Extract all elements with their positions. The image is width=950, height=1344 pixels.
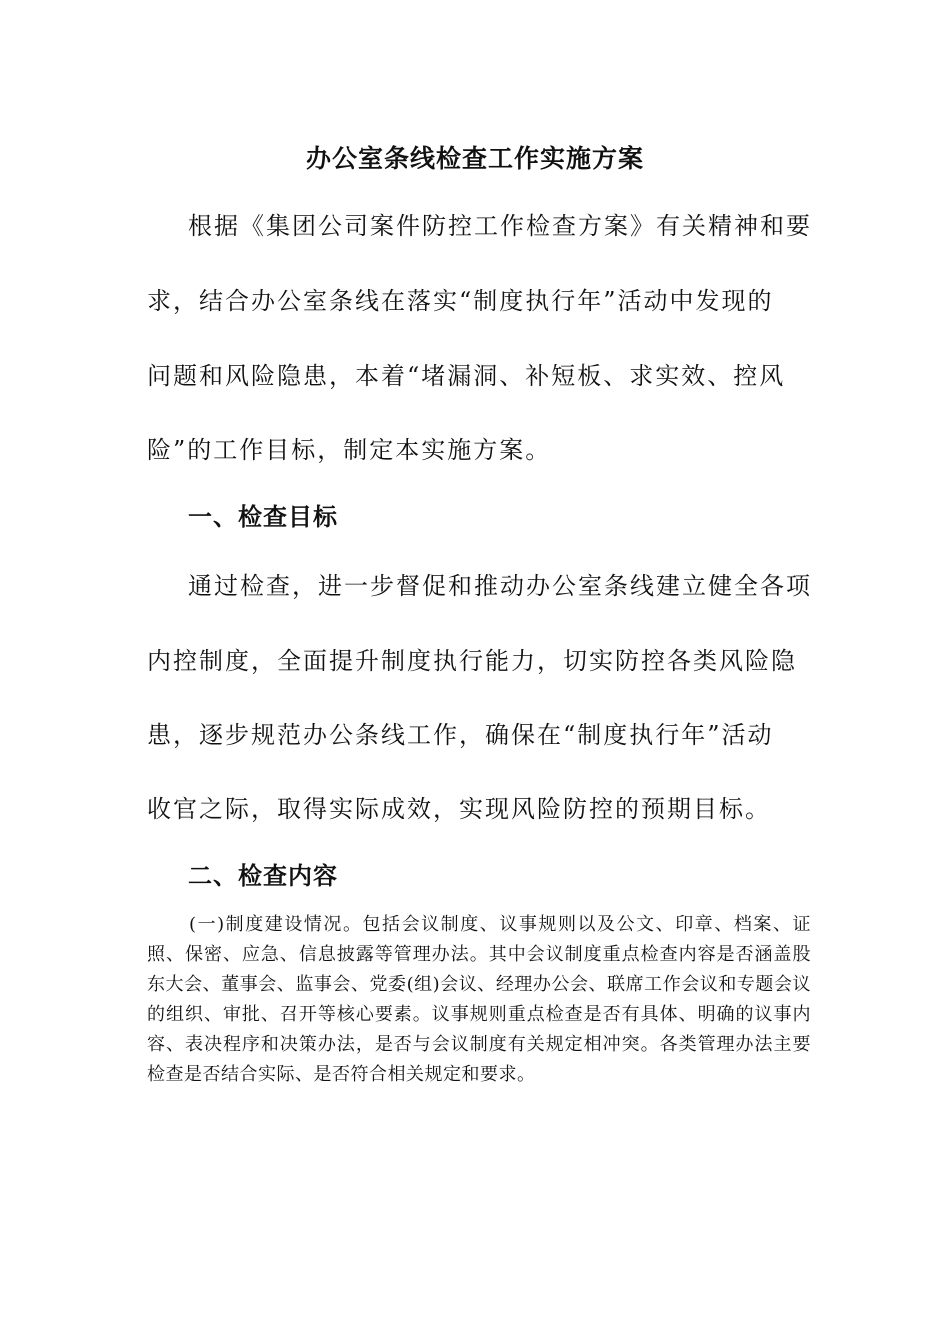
intro-line-2: 求，结合办公室条线在落实“制度执行年”活动中发现的 — [147, 287, 774, 315]
section-1-line-1: 通过检查，进一步督促和推动办公室条线建立健全各项 — [188, 572, 812, 600]
intro-line-1: 根据《集团公司案件防控工作检查方案》有关精神和要 — [188, 212, 812, 240]
intro-line-4: 险”的工作目标，制定本实施方案。 — [147, 436, 552, 464]
section-1-heading: 一、检查目标 — [188, 502, 338, 531]
document-title: 办公室条线检查工作实施方案 — [305, 144, 644, 173]
intro-line-3: 问题和风险隐患，本着“堵漏洞、补短板、求实效、控风 — [147, 362, 786, 390]
section-2-heading: 二、检查内容 — [188, 861, 338, 890]
section-1-line-3: 患，逐步规范办公条线工作，确保在“制度执行年”活动 — [147, 721, 774, 749]
section-1-line-2: 内控制度，全面提升制度执行能力，切实防控各类风险隐 — [147, 647, 797, 675]
section-1-line-4: 收官之际，取得实际成效，实现风险防控的预期目标。 — [147, 795, 771, 823]
section-2-paragraph: (一)制度建设情况。包括会议制度、议事规则以及公文、印章、档案、证照、保密、应急、信息披露等管理办法。其中会议制度重点检查内容是否涵盖股东大会、董事会、监事会、党委(组)会议、经理办公会、联席工作会议和专题会议的组织、审批、召开等核心要素。议事规则重点检查是否有具体、明确的议事内容、表决程序和决策办法，是否与会议制度有关规定相冲突。各类管理办法主要检查是否结合实际、是否符合相关规定和要求。 — [147, 914, 811, 1085]
